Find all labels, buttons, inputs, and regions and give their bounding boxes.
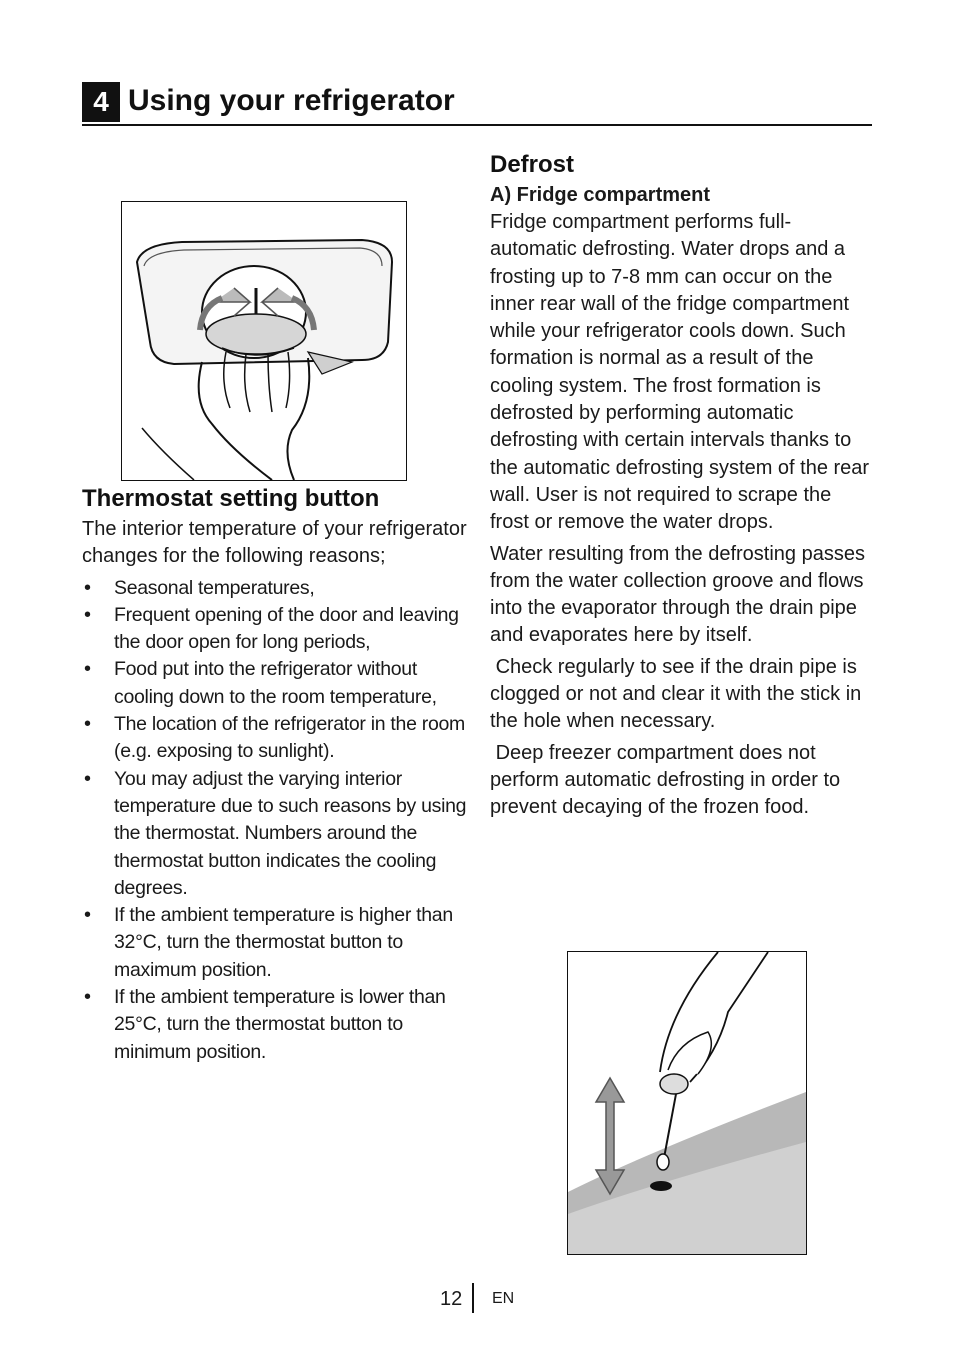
defrost-paragraph: Check regularly to see if the drain pipe is clogged or not and clear it with the stick in the hole when necessary. — [490, 655, 867, 733]
defrost-paragraph: Deep freezer compartment does not perform automatic defrosting in order to prevent decaying of the frozen food. — [490, 741, 846, 819]
list-item: • Food put into the refrigerator without cooling down to the room temperature, — [82, 656, 472, 711]
thermostat-intro: The interior temperature of your refrigerator changes for the following reasons; — [82, 518, 467, 568]
list-item: • If the ambient temperature is higher than 32°C, turn the thermostat button to maximum position. — [82, 902, 472, 984]
thermostat-reasons-list — [82, 575, 472, 1066]
page-number: 12 — [440, 1288, 463, 1310]
defrost-section — [490, 148, 874, 826]
language-code: EN — [492, 1290, 515, 1307]
chapter-header — [82, 80, 872, 126]
defrost-paragraph: Water resulting from the defrosting passes from the water collection groove and flows into the evaporator through the drain pipe and evaporates here by itself. — [490, 542, 865, 647]
list-item: • Seasonal temperatures, — [82, 575, 472, 602]
defrost-paragraph: Fridge compartment performs full-automatic defrosting. Water drops and a frosting up to 7-8 mm can occur on the inner rear wall of the fridge compartment while your refrigerator cools down. Such formation is normal as a result of the cooling system. The frost formation is defrosted by performing automatic defrosting with certain intervals thanks to the automatic defrosting system of the rear wall. User is not required to scrape the frost or remove the water drops. — [490, 211, 870, 534]
list-item: • The location of the refrigerator in the room (e.g. exposing to sunlight). — [82, 711, 472, 766]
thermostat-heading: Thermostat setting button — [82, 485, 380, 512]
list-item: • You may adjust the varying interior temperature due to such reasons by using the thermostat. Numbers around the thermostat button indicates the cooling degrees. — [82, 766, 472, 902]
thermostat-section — [82, 482, 472, 1066]
fridge-compartment-subheading: A) Fridge compartment — [490, 184, 711, 206]
list-item: • Frequent opening of the door and leaving the door open for long periods, — [82, 602, 472, 657]
thermostat-illustration — [121, 201, 407, 481]
chapter-number: 4 — [82, 82, 120, 122]
list-item: • If the ambient temperature is lower than 25°C, turn the thermostat button to minimum position. — [82, 984, 472, 1066]
drain-stick-drawing — [568, 952, 806, 1254]
defrost-heading: Defrost — [490, 151, 575, 178]
thermostat-hand-drawing — [122, 202, 406, 480]
chapter-title: Using your refrigerator — [128, 84, 455, 117]
drain-hole-illustration — [567, 951, 807, 1255]
footer-divider — [472, 1283, 474, 1313]
